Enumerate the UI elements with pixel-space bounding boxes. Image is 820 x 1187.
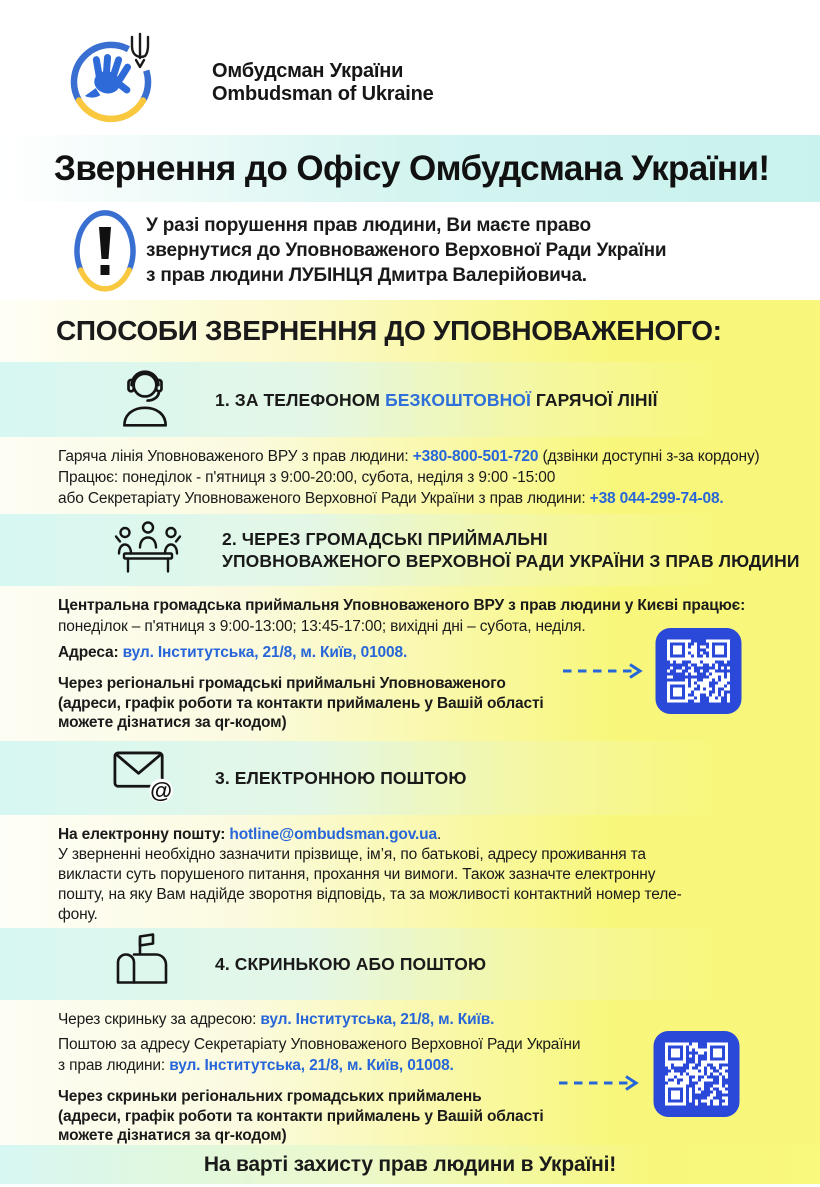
regional-note: Через регіональні громадські приймальні Уповноваженого (адреси, графік роботи та контакти приймалень у Вашій області можете дізнатися за qr-кодом) xyxy=(58,675,544,731)
qr-code-regional-boxes xyxy=(653,1031,740,1117)
hand-icon xyxy=(84,51,138,106)
logo-subtitle: Ombudsman of Ukraine xyxy=(212,82,434,105)
band-email xyxy=(0,741,820,815)
email-link[interactable]: hotline@ombudsman.gov.ua xyxy=(229,826,437,843)
mailbox-details: Через скриньку за адресою: вул. Інститутська, 21/8, м. Київ. Поштою за адресу Секретаріату Уповноваженого Верховної Ради України з прав людини: вул. Інститутська, 21/8, м. Київ, 01008. Через скриньки регіональних громадських приймалень (адреси, графік роботи та контакти приймалень у Вашій області можете дізнатися за qr-кодом) xyxy=(0,1000,820,1145)
footer-band xyxy=(0,1145,820,1184)
band-reception-title: 2. ЧЕРЕЗ ГРОМАДСЬКІ ПРИЙМАЛЬНІ УПОВНОВАЖЕНОГО ВЕРХОВНОЇ РАДИ УКРАЇНИ З ПРАВ ЛЮДИНИ xyxy=(222,529,800,571)
band-mailbox-title: 4. СКРИНЬКОЮ АБО ПОШТОЮ xyxy=(215,954,487,974)
hotline-line1: Гаряча лінія Уповноваженого ВРУ з прав людини: +380-800-501-720 (дзвінки доступні з-за кордону) xyxy=(58,448,760,465)
notice-line: з прав людини ЛУБІНЦЯ Дмитра Валерійовича. xyxy=(146,265,587,286)
mailbox-line1: Через скриньку за адресою: вул. Інститутська, 21/8, м. Київ. xyxy=(58,1011,495,1028)
headset-operator-icon xyxy=(110,364,180,435)
band-email-title: 3. ЕЛЕКТРОННОЮ ПОШТОЮ xyxy=(215,768,467,788)
hotline-hours: Працює: понеділок - п'ятниця з 9:00-20:00, субота, неділя з 9:00 -15:00 xyxy=(58,469,556,486)
band-mailbox xyxy=(0,928,820,1000)
people-meeting-icon xyxy=(110,518,186,583)
reception-line1: Центральна громадська приймальня Уповноваженого ВРУ з прав людини у Києві працює: xyxy=(58,597,746,614)
hotline-details xyxy=(0,437,820,514)
logo-title: Омбудсман України xyxy=(212,59,404,82)
free-word-highlight: БЕЗКОШТОВНОЇ xyxy=(385,389,531,410)
header xyxy=(0,0,820,135)
email-details: На електронну пошту: hotline@ombudsman.gov.ua. У зверненні необхідно зазначити прізвище, ім’я, по батькові, адресу проживання та викласти суть порушеного питання, прохання чи вимоги. Також зазначте електронну пошту, на яку Вам надійде зворотня відповідь, та за можливості контактний номер теле- фону. xyxy=(0,815,820,928)
alert-exclamation-icon xyxy=(72,208,138,299)
qr-code-regional-receptions xyxy=(655,628,742,714)
notice-section xyxy=(0,202,820,300)
secretariat-address-link[interactable]: вул. Інститутська, 21/8, м. Київ, 01008. xyxy=(169,1057,454,1074)
band-hotline xyxy=(0,362,820,437)
page-title: Звернення до Офісу Омбудсмана України! xyxy=(54,148,770,188)
band-reception xyxy=(0,514,820,586)
notice-line: У разі порушення прав людини, Ви маєте право xyxy=(146,215,591,236)
ways-header-text: СПОСОБИ ЗВЕРНЕННЯ ДО УПОВНОВАЖЕНОГО: xyxy=(56,315,722,346)
notice-line: звернутися до Уповноваженого Верховної Ради України xyxy=(146,240,667,261)
reception-address-line: Адреса: вул. Інститутська, 21/8, м. Київ, 01008. xyxy=(58,644,408,661)
main-title-banner xyxy=(0,135,820,202)
ways-header xyxy=(0,300,820,362)
regional-boxes-note: Через скриньки регіональних громадських приймалень (адреси, графік роботи та контакти приймалень у Вашій області можете дізнатися за qr-кодом) xyxy=(58,1088,544,1144)
hotline-phone-link[interactable]: +380-800-501-720 xyxy=(412,448,539,465)
secretariat-line: або Секретаріату Уповноваженого Верховної Ради України з прав людини: +38 044-299-74-08. xyxy=(58,490,724,507)
band-hotline-title: 1. ЗА ТЕЛЕФОНОМ БЕЗКОШТОВНОЇ ГАРЯЧОЇ ЛІНІЇ xyxy=(215,389,658,410)
notice-text xyxy=(146,213,666,288)
ombudsman-logo xyxy=(56,30,434,135)
reception-hours: понеділок – п'ятниця з 9:00-13:00; 13:45-17:00; вихідні дні – субота, неділя. xyxy=(58,618,586,635)
envelope-at-icon xyxy=(110,747,180,810)
dashed-arrow-icon xyxy=(556,1074,648,1098)
reception-address-link[interactable]: вул. Інститутська, 21/8, м. Київ, 01008. xyxy=(122,644,408,661)
email-line: На електронну пошту: hotline@ombudsman.gov.ua. xyxy=(58,826,442,843)
dashed-arrow-icon xyxy=(560,662,652,686)
reception-details xyxy=(0,586,820,741)
mailbox-address-link[interactable]: вул. Інститутська, 21/8, м. Київ. xyxy=(260,1011,495,1028)
mailbox-line3: з прав людини: вул. Інститутська, 21/8, м. Київ, 01008. xyxy=(58,1057,454,1074)
svg-text:@: @ xyxy=(150,778,173,804)
footer-text: На варті захисту прав людини в Україні! xyxy=(203,1152,617,1176)
logo-circle-hand-trident-icon xyxy=(56,30,206,135)
mailbox-icon xyxy=(110,931,174,998)
secretariat-phone-link[interactable]: +38 044-299-74-08. xyxy=(589,490,724,507)
